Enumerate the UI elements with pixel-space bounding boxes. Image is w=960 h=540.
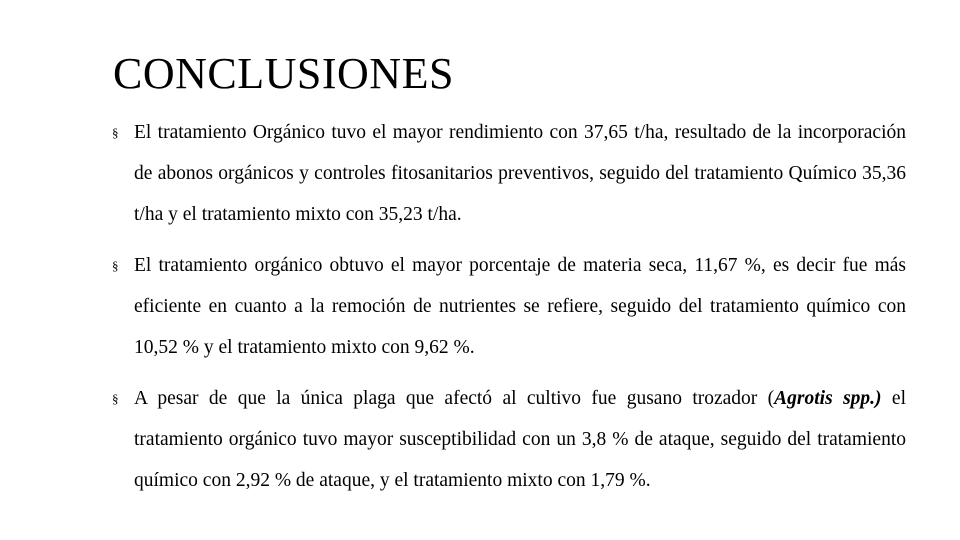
species-name: Agrotis spp.) <box>774 388 882 409</box>
list-item <box>112 112 906 235</box>
list-item <box>112 378 906 501</box>
square-bullet-icon: § <box>112 258 119 273</box>
list-item <box>112 245 906 368</box>
slide-title: CONCLUSIONES <box>113 49 454 98</box>
square-bullet-icon: § <box>112 391 119 406</box>
bullet-text-before: A pesar de que la única plaga que afectó al cultivo fue gusano trozador ( <box>134 388 775 409</box>
bullet-text: El tratamiento Orgánico tuvo el mayor rendimiento con 37,65 t/ha, resultado de la incorporación de abonos orgánicos y controles fitosanitarios preventivos, seguido del tratamiento Químico 35,36 t/ha y el tratamiento mixto con 35,23 t/ha. <box>134 122 906 225</box>
conclusions-list <box>112 112 906 511</box>
square-bullet-icon: § <box>112 125 119 140</box>
bullet-text-after: el tratamiento orgánico tuvo mayor susceptibilidad con un 3,8 % de ataque, seguido del tratamiento químico con 2,92 % de ataque, y el tratamiento mixto con 1,79 %. <box>134 388 906 491</box>
bullet-text: El tratamiento orgánico obtuvo el mayor porcentaje de materia seca, 11,67 %, es decir fue más eficiente en cuanto a la remoción de nutrientes se refiere, seguido del tratamiento químico con 10,52 % y el tratamiento mixto con 9,62 %. <box>134 255 906 358</box>
